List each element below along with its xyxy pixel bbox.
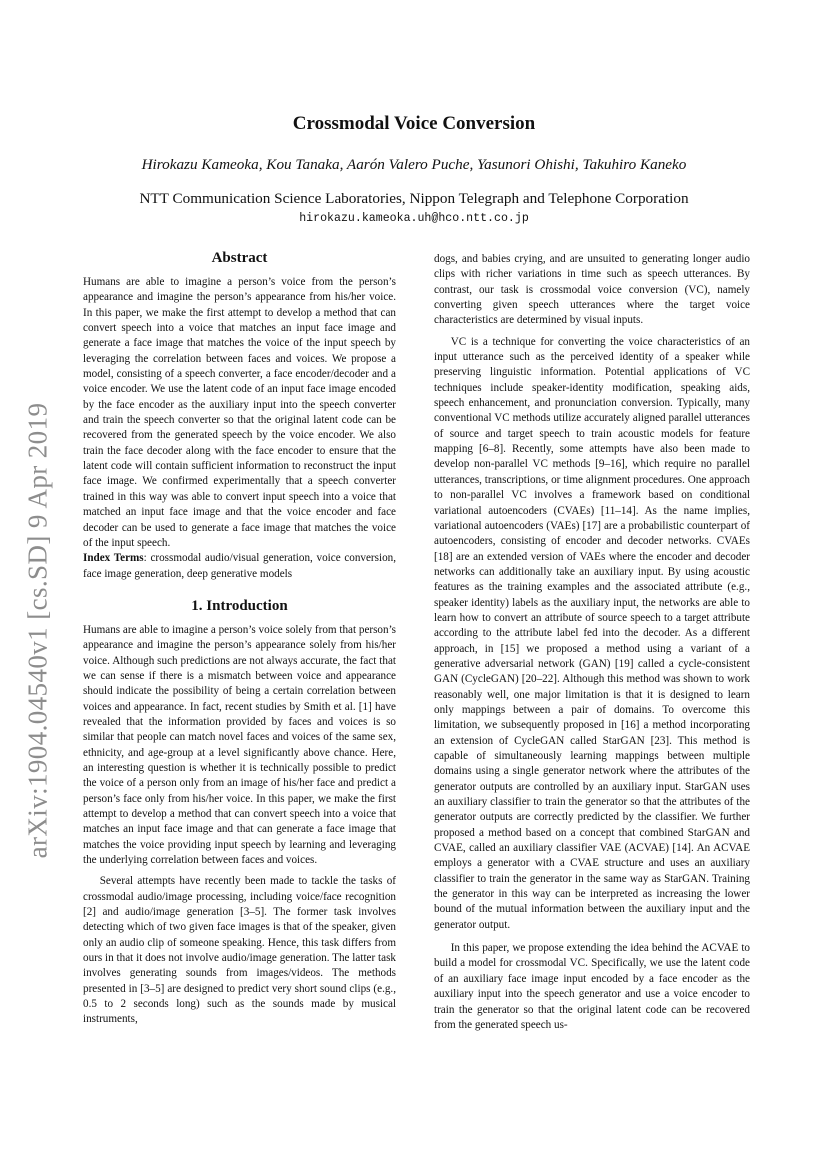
affiliation: NTT Communication Science Laboratories, Nippon Telegraph and Telephone Corporation	[139, 190, 689, 207]
arxiv-identifier: arXiv:1904.04540v1 [cs.SD] 9 Apr 2019	[22, 402, 53, 858]
contact-email: hirokazu.kameoka.uh@hco.ntt.co.jp	[299, 212, 529, 225]
right-paragraph-3: In this paper, we propose extending the idea behind the ACVAE to build a model for crossmodal VC. Specifically, we use the latent code of an auxiliary face image input encoded by a face encoder as the auxiliary input into the speech generator and use a voice encoder to train the generator so that the original latent code can be recovered from the generated speech us-	[434, 942, 750, 1031]
author-list: Hirokazu Kameoka, Kou Tanaka, Aarón Valero Puche, Yasunori Ohishi, Takuhiro Kaneko	[141, 156, 687, 173]
left-column	[83, 248, 396, 1028]
index-terms-label: Index Terms	[83, 552, 144, 565]
abstract-heading: Abstract	[211, 250, 268, 266]
arxiv-identifier-stamp	[18, 340, 58, 920]
abstract-text: Humans are able to imagine a person’s voice from the person’s appearance and imagine the person’s appearance from his/her voice. In this paper, we make the first attempt to develop a method that can convert speech into a voice that matches an input face image and generate a face image that matches the voice of the input speech by leveraging the correlation between faces and voices. We propose a model, consisting of a speech converter, a face encoder/decoder and a voice encoder. We use the latent code of an input face image encoded by the face encoder as the auxiliary input into the speech converter and train the speech converter so that the original latent code can be recovered from the generated speech by the voice encoder. We also train the face decoder along with the face encoder to ensure that the latent code will contain sufficient information to reconstruct the input face image. We confirmed experimentally that a speech converter trained in this way was able to convert input speech into a voice that matched an input face image and that the voice encoder and face decoder can be used to generate a face image that matches the voice of the input speech.	[83, 276, 396, 549]
right-paragraph-1: dogs, and babies crying, and are unsuited to generating longer audio clips with richer variations in time such as speech utterances. By contrast, our task is crossmodal voice conversion (VC), namely converting given speech utterances where the target voice characteristics are determined by visual inputs.	[434, 253, 750, 327]
right-paragraph-2: VC is a technique for converting the voice characteristics of an input utterance such as the perceived identity of a speaker while preserving linguistic information. Potential applications of VC techniques include speaker-identity modification, speaking aids, speech enhancement, and pronunciation conversion. Typically, many conventional VC methods utilize accurately aligned parallel utterances of source and target speech to train acoustic models for feature mapping [6–8]. Recently, some attempts have also been made to develop non-parallel VC methods [9–16], which require no parallel utterances, transcriptions, or time alignment procedures. One approach to non-parallel VC involves a framework based on conditional variational autoencoders (CVAEs) [11–14]. As the name implies, variational autoencoders (VAEs) [17] are a probabilistic counterpart of autoencoders, consisting of encoder and decoder networks. CVAEs [18] are an extended version of VAEs where the encoder and decoder networks can additionally take an auxiliary input. By using acoustic features as the training examples and the associated attribute (e.g., speaker identity) labels as the auxiliary input, the networks are able to learn how to convert an attribute of source speech to a target attribute according to the attribute label fed into the decoder. As a different approach, in [15] we proposed a method using a variant of a generative adversarial network (GAN) [19] called a cycle-consistent GAN (CycleGAN) [20–22]. Although this method was shown to work reasonably well, one major limitation is that it is designed to learn only mappings between a pair of domains. To overcome this limitation, we subsequently proposed in [16] a method incorporating an extension of CycleGAN called StarGAN [23]. This method is capable of simultaneously learning mappings between multiple domains using a single generator network where the attributes of the generator outputs are controlled by an auxiliary input. StarGAN uses an auxiliary classifier to train the generator so that the attributes of the generator outputs are correctly predicted by the classifier. We further proposed a method based on a concept that combined StarGAN and CVAE, called an auxiliary classifier VAE (ACVAE) [14]. An ACVAE employs a generator with a CVAE structure and uses an auxiliary classifier to train the generator in the same way as StarGAN. Training the generator in this way can be interpreted as increasing the lower bound of the mutual information between the auxiliary input and the generator output.	[434, 335, 750, 931]
right-column	[434, 252, 750, 1033]
intro-paragraph-1: Humans are able to imagine a person’s voice solely from that person’s appearance and imagine the person’s appearance solely from his/her voice. Although such predictions are not always accurate, the fact that we can sense if there is a mismatch between voice and appearance should indicate the possibility of being a certain correlation between voices and appearance. In fact, recent studies by Smith et al. [1] have revealed that the information provided by faces and voices is so similar that people can match novel faces and voices of the same sex, ethnicity, and age-group at a level significantly above chance. Here, an interesting question is whether it is technically possible to predict the voice of a person only from an image of his/her face and predict a person’s face only from his/her voice. In this paper, we make the first attempt to develop a method that can convert speech into a voice that matches an input face image and that can generate a face image that matches the voice providing input speech by learning and leveraging the underlying correlation between faces and voices.	[83, 623, 396, 867]
paper-title: Crossmodal Voice Conversion	[292, 113, 536, 134]
index-terms	[83, 551, 396, 582]
index-terms-text: : crossmodal audio/visual generation, voice conversion, face image generation, deep generative models	[83, 552, 396, 580]
introduction-heading: 1. Introduction	[191, 597, 288, 614]
intro-paragraph-2: Several attempts have recently been made to tackle the tasks of crossmodal audio/image processing, including voice/face recognition [2] and audio/image generation [3–5]. The former task involves detecting which of two given face images is that of the speaker, given only an audio clip of someone speaking. Hence, this task differs from ours in that it does not involve audio/image generation. The latter task involves generating sounds from images/videos. The methods presented in [3–5] are designed to predict very short sound clips (e.g., 0.5 to 2 seconds long) such as the sounds made by musical instruments,	[83, 875, 396, 1026]
paper-header	[0, 112, 828, 227]
